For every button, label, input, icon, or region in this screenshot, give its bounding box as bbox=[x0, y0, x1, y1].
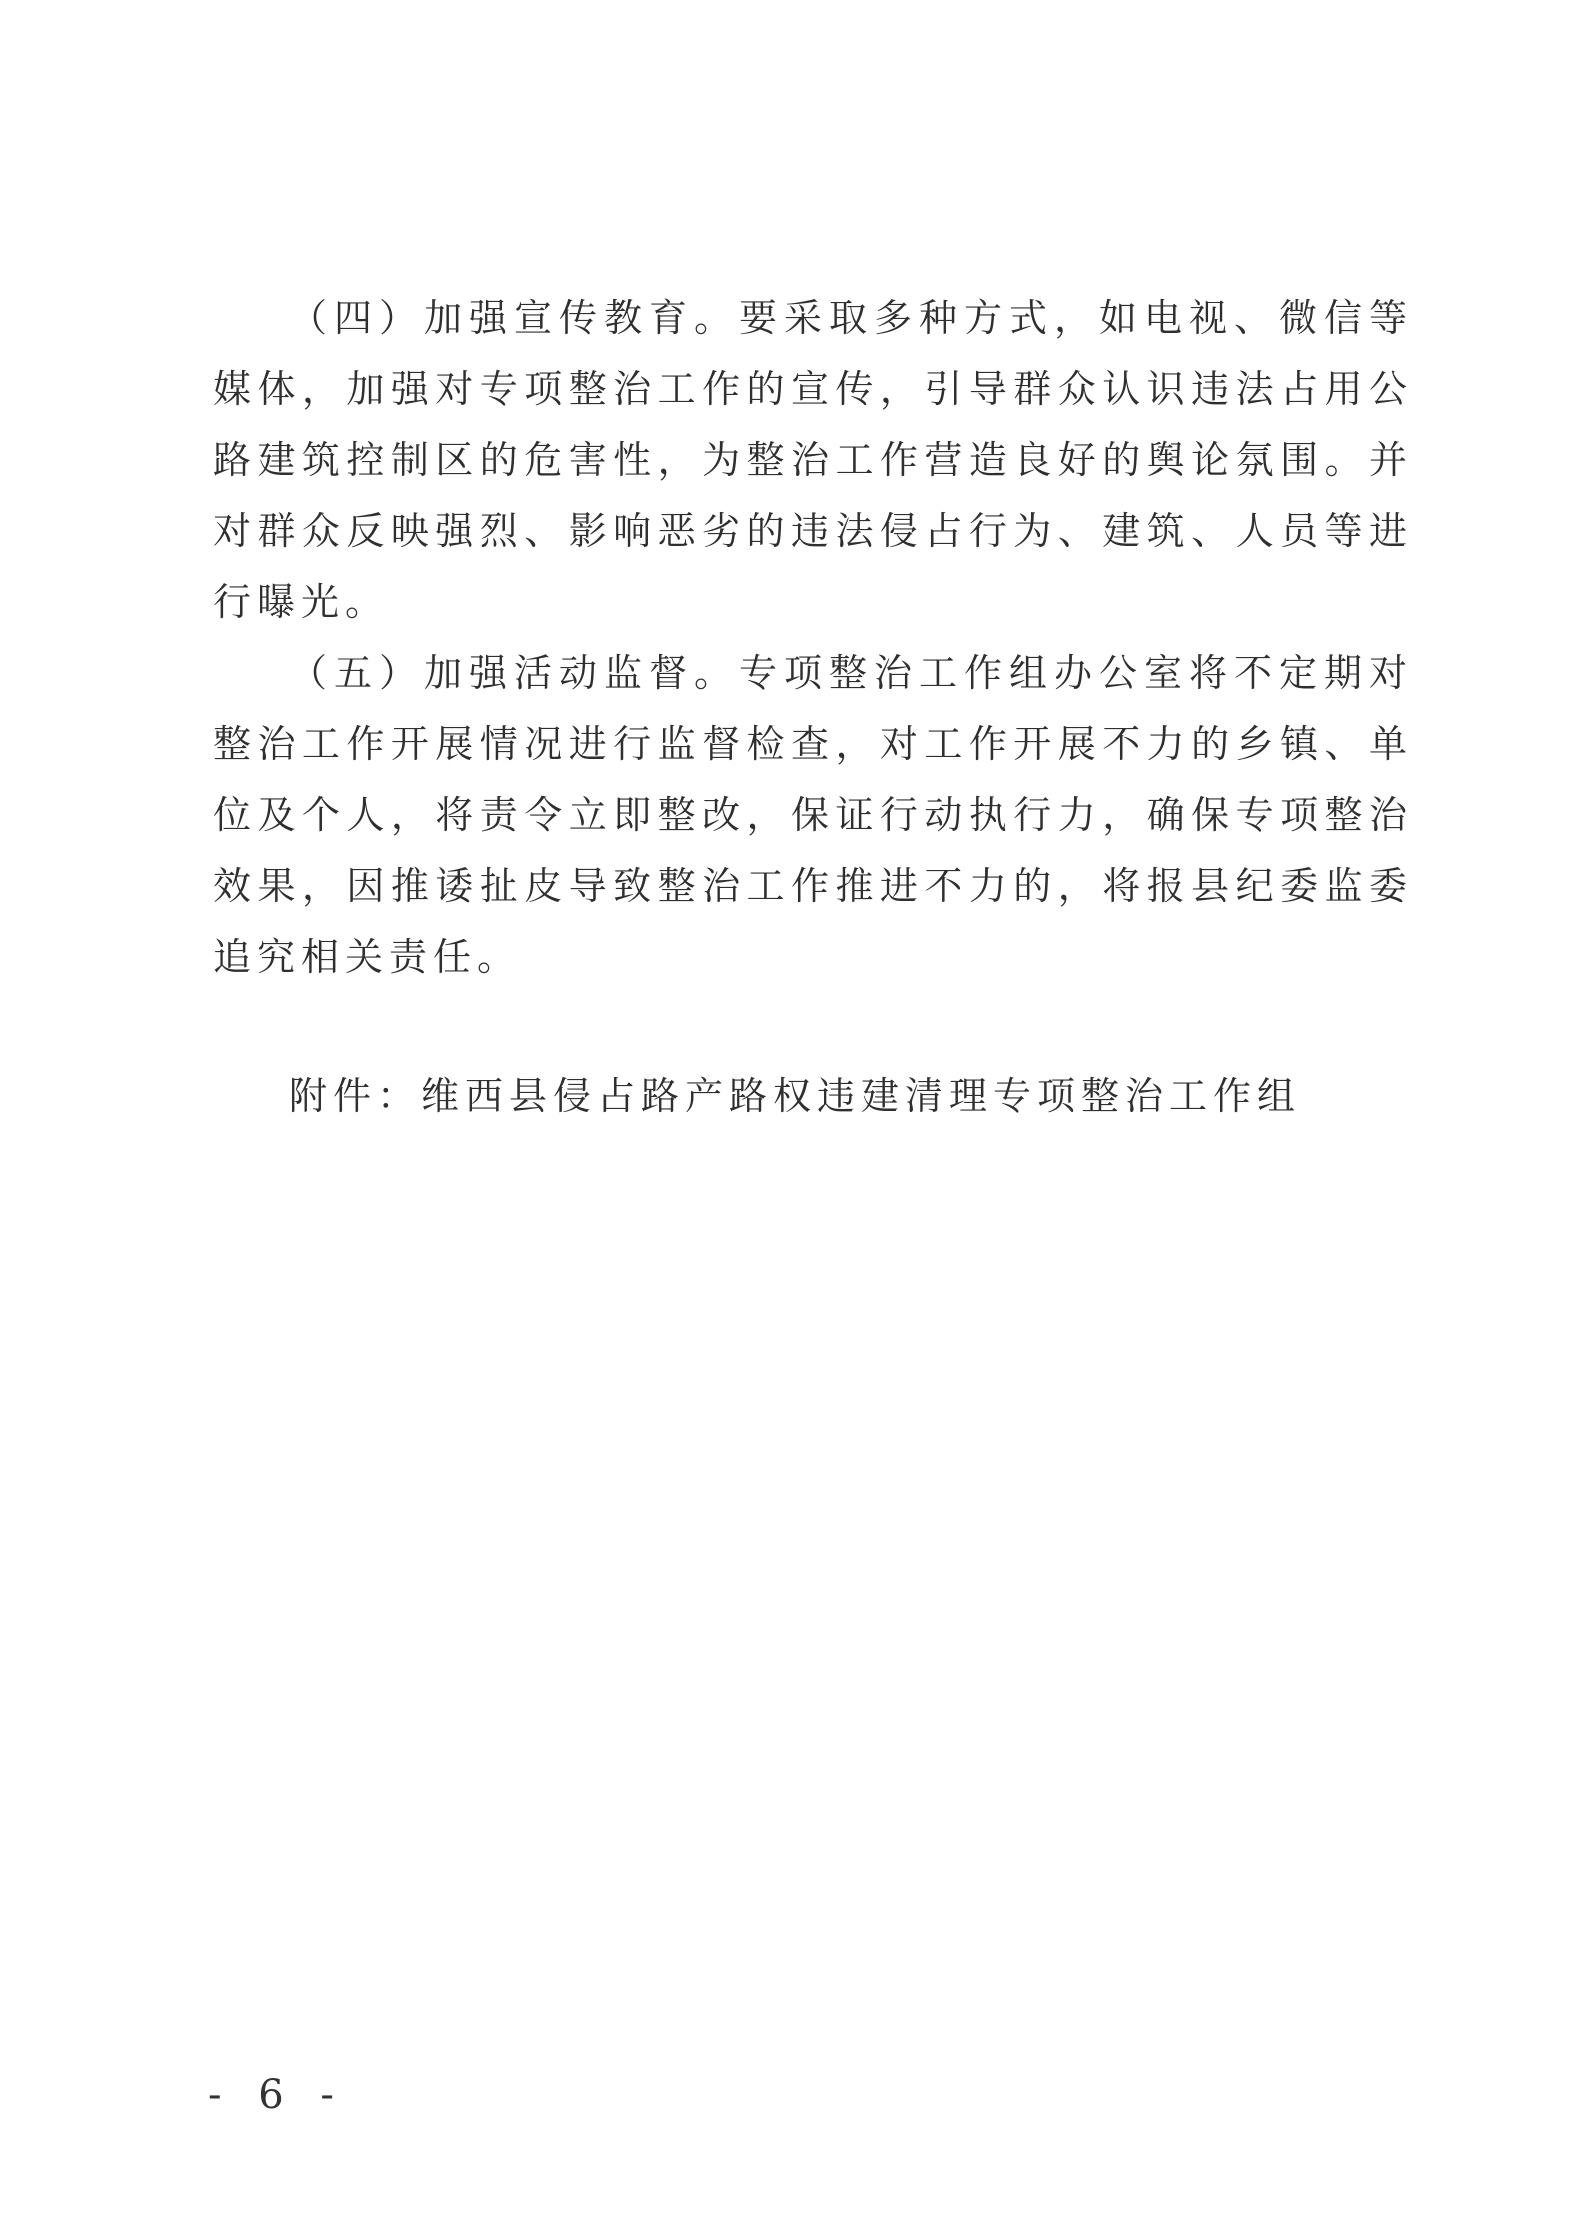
paragraph-publicity-education: （四）加强宣传教育。要采取多种方式，如电视、微信等媒体，加强对专项整治工作的宣传，引导群众认识违法占用公路建筑控制区的危害性，为整治工作营造良好的舆论氛围。并对群众反映强烈、影响恶劣的违法侵占行为、建筑、人员等进行曝光。 bbox=[213, 296, 1413, 624]
document-body bbox=[213, 283, 1413, 1132]
attachment-line: 附件：维西县侵占路产路权违建清理专项整治工作组 bbox=[289, 1074, 1302, 1118]
page-number: - 6 - bbox=[208, 2072, 346, 2118]
paragraph-activity-supervision: （五）加强活动监督。专项整治工作组办公室将不定期对整治工作开展情况进行监督检查，对工作开展不力的乡镇、单位及个人，将责令立即整改，保证行动执行力，确保专项整治效果，因推诿扯皮导致整治工作推进不力的，将报县纪委监委追究相关责任。 bbox=[213, 651, 1413, 979]
